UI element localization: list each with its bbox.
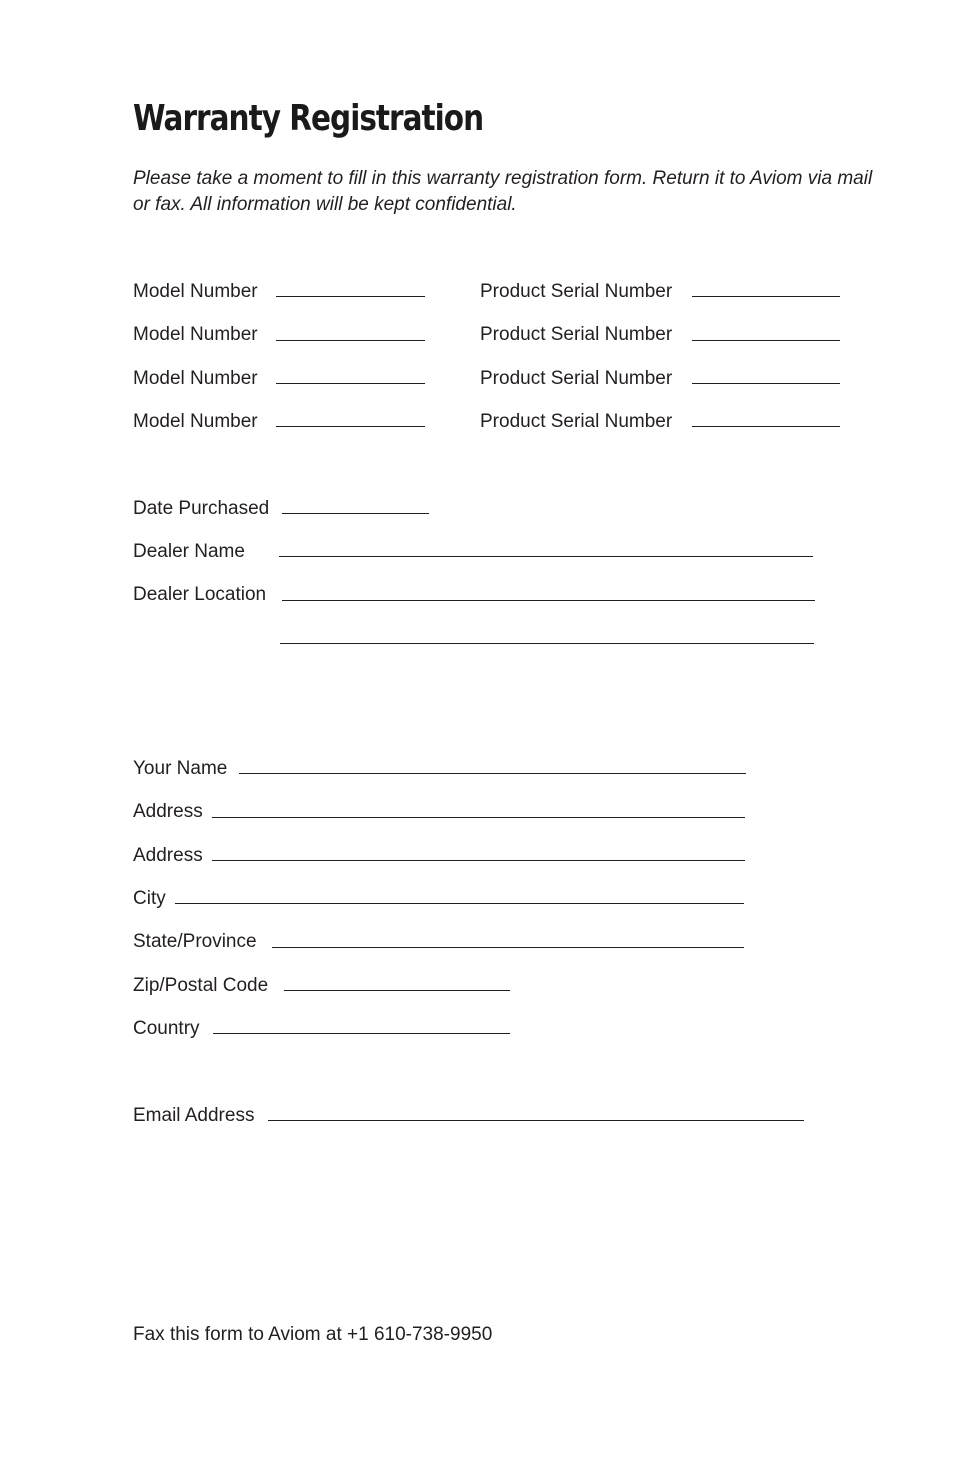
zip-postal-code-label: Zip/Postal Code bbox=[133, 975, 269, 996]
model-number-field-3[interactable] bbox=[276, 383, 425, 384]
your-name-label: Your Name bbox=[133, 758, 228, 779]
country-label: Country bbox=[133, 1018, 200, 1039]
address-label-1: Address bbox=[133, 801, 203, 822]
address-label-2: Address bbox=[133, 845, 203, 866]
your-name-field[interactable] bbox=[239, 773, 746, 774]
dealer-location-field[interactable] bbox=[282, 600, 815, 601]
serial-number-field-4[interactable] bbox=[692, 426, 840, 427]
country-field[interactable] bbox=[213, 1033, 510, 1034]
model-number-field-1[interactable] bbox=[276, 296, 425, 297]
dealer-name-field[interactable] bbox=[279, 556, 813, 557]
address-field-2[interactable] bbox=[212, 860, 745, 861]
model-number-label-1: Model Number bbox=[133, 281, 258, 302]
state-province-field[interactable] bbox=[272, 947, 744, 948]
model-number-field-4[interactable] bbox=[276, 426, 425, 427]
intro-text: Please take a moment to fill in this warranty registration form. Return it to Aviom via mail or fax. All information will be kept confidential. bbox=[133, 168, 873, 215]
fax-instructions: Fax this form to Aviom at +1 610-738-9950 bbox=[133, 1324, 493, 1345]
address-field-1[interactable] bbox=[212, 817, 745, 818]
serial-number-label-1: Product Serial Number bbox=[480, 281, 673, 302]
date-purchased-field[interactable] bbox=[282, 513, 429, 514]
model-number-field-2[interactable] bbox=[276, 340, 425, 341]
dealer-name-label: Dealer Name bbox=[133, 541, 245, 562]
page-title: Warranty Registration bbox=[133, 98, 484, 139]
email-address-field[interactable] bbox=[268, 1120, 804, 1121]
serial-number-field-2[interactable] bbox=[692, 340, 840, 341]
zip-postal-code-field[interactable] bbox=[284, 990, 510, 991]
model-number-label-3: Model Number bbox=[133, 368, 258, 389]
serial-number-label-3: Product Serial Number bbox=[480, 368, 673, 389]
model-number-label-4: Model Number bbox=[133, 411, 258, 432]
serial-number-field-3[interactable] bbox=[692, 383, 840, 384]
dealer-location-field-line-2[interactable] bbox=[280, 643, 814, 644]
city-label: City bbox=[133, 888, 166, 909]
city-field[interactable] bbox=[175, 903, 744, 904]
dealer-location-label: Dealer Location bbox=[133, 584, 267, 605]
serial-number-label-4: Product Serial Number bbox=[480, 411, 673, 432]
state-province-label: State/Province bbox=[133, 931, 257, 952]
serial-number-label-2: Product Serial Number bbox=[480, 324, 673, 345]
model-number-label-2: Model Number bbox=[133, 324, 258, 345]
date-purchased-label: Date Purchased bbox=[133, 498, 270, 519]
email-address-label: Email Address bbox=[133, 1105, 255, 1126]
serial-number-field-1[interactable] bbox=[692, 296, 840, 297]
